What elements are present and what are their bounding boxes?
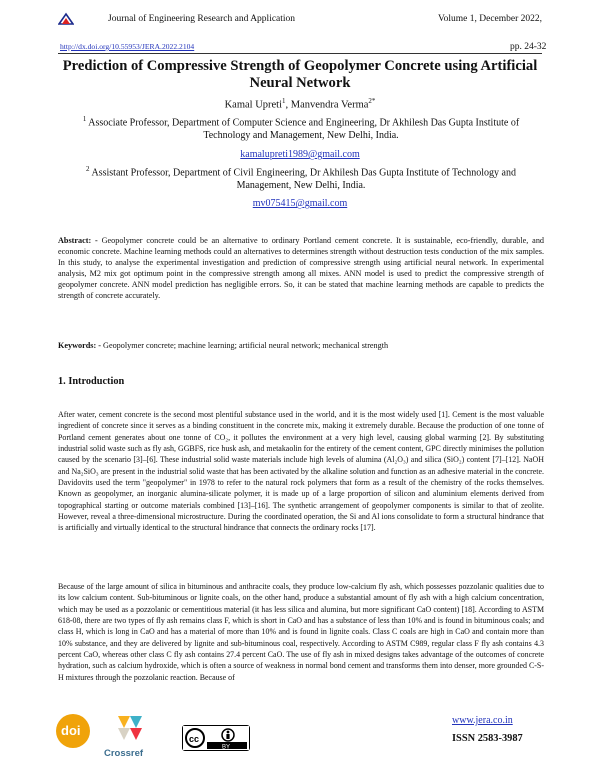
author-1-sup: 1: [282, 97, 286, 105]
email-2: [60, 198, 540, 209]
abstract-text: Geopolymer concrete could be an alternative to ordinary Portland cement concrete. It is sustainable, eco-friendly, durable, and economic concrete. Machine learning methods could an alternatives to determines strength without destruction tests conduction of the mix samples. In this study, to analyse the experimental investigation and prediction of compressive strength using artificial neural network. In experimental analysis, M2 mix got optimum point in the compressive strength among all mixes. ANN model is used to predict the compressive strength of geopolymer concrete. ANN model prediction has negligible errors. So, it can be stated that machine learning methods are capable to predicts the strength of concrete accurately.: [58, 236, 545, 301]
paper-title: Prediction of Compressive Strength of Geopolymer Concrete using Artificial Neural Network: [62, 58, 538, 91]
affiliation-2-text: Assistant Professor, Department of Civil Engineering, Dr Akhilesh Das Gupta Institute of Technology and Management, New Delhi, India.: [91, 167, 516, 191]
keywords: [58, 341, 544, 350]
doi-logo: [56, 714, 90, 748]
issn: ISSN 2583-3987: [452, 733, 523, 744]
website-link[interactable]: www.jera.co.in: [452, 715, 513, 726]
paragraph-1: After water, cement concrete is the second most plentiful substance used in the world, and it is the most widely used [1]. Cement is the most valuable ingredient of concrete since it serves as a binding constituent in the concrete mix, making it extremely durable. Because the production of one tonne of Portland cement generates about one tonne of CO₂, it pollutes the environment at a very high level, causing global warming [2]. By substituting industrial solid waste such as fly ash, GGBFS, rice husk ash, and metakaolin for the entirety of the cement content, GPC directly minimises the pollution caused by the scenario [3]–[6]. These industrial solid waste materials include high levels of alumina (Al₂O₃) and silica (SiO₂) content [7]–[12]. NaOH and Na₂SiO₃ are present in the industrial solid waste that has been activated by the alkaline solution and function as an adhesive material in the concrete. Davidovits used the term "geopolymer" in 1978 to refer to the natural rock polymers that form as a result of the chemistry of the rocks themselves. Known as geopolymer, an inorganic alumina-silicate polymer, it is made up of a large proportion of silicon and aluminium elements derived from topographical starting or outcome materials combined [13]–[16]. The synthetic arrangement of geopolymer components is similar to that of zeolite. However, reveal a three-dimensional microstructure. During the coordinated operation, the Si and Al ions consolidate to form a structural hindrance that is artificially and virtually identical to the structural hindrance that connects the ordinary rocks [17].: [58, 410, 544, 533]
cc-icon: [183, 726, 249, 750]
affiliation-1: [64, 113, 538, 142]
volume-info: Volume 1, December 2022,: [438, 14, 543, 24]
affiliation-1-sup: 1: [82, 115, 87, 123]
affiliation-2-sup: 2: [86, 165, 90, 173]
keywords-text: Geopolymer concrete; machine learning; artificial neural network; mechanical strength: [103, 341, 389, 350]
email-1: [60, 149, 540, 160]
affiliation-2: [64, 163, 538, 192]
author-separator: ,: [285, 99, 291, 111]
abstract: [58, 235, 544, 302]
author-1: Kamal Upreti: [224, 99, 283, 111]
cc-license-badge: [182, 725, 250, 751]
doi-link[interactable]: http://dx.doi.org/10.55953/JERA.2022.2104: [60, 42, 195, 51]
journal-name: Journal of Engineering Research and Application: [108, 14, 296, 24]
section-title: Introduction: [68, 376, 125, 387]
cc-by-label: BY: [222, 744, 231, 750]
paragraph-2: Because of the large amount of silica in bituminous and anthracite coals, they produce low-calcium fly ash, which possesses pozzolanic qualities due to its low calcium content. Sub-bituminous or lignite coals, on the other hand, produce a substantial amount of fly ash with a high calcium concentration, which may be used as a pozzolanic or cementitious material (it has less silica and alumina, but more significant CaO content) [18]. According to ASTM 618-08, there are two types of fly ash remains class F, which is short in CaO and has a substance of less than 10% and is found in bituminous coals; and class H, which is long in CaO and has a material of more than 10% and is found in lignite coals. Class C coals are high in CaO and contain more than 10% substance, and they are delivered by lignite and sub-bituminous coal, respectively. According to ASTM C989, regular class F fly ash contains 4.3 percent CaO, whereas other class C fly ash contains 27.4 percent CaO. The use of fly ash in mixed designs takes advantage of the outcomes of concrete hydration, such as calcium hydroxide, which is often a source of weakness in normal bond cement and transforms them into denser, more grounded C-S-H mixtures through the pozzolanic reaction. Because of: [58, 582, 544, 682]
header-divider: [58, 53, 542, 54]
author-2: Manvendra Verma: [290, 99, 369, 111]
page-range: pp. 24-32: [510, 42, 547, 52]
email-2-link[interactable]: mv075415@gmail.com: [252, 198, 348, 209]
affiliation-1-text: Associate Professor, Department of Computer Science and Engineering, Dr Akhilesh Das Gupta Institute of Technology and Management, New Delhi, India.: [88, 117, 520, 141]
author-2-sup: 2*: [368, 97, 376, 105]
abstract-label: Abstract: -: [58, 236, 98, 245]
section-number: 1.: [58, 376, 66, 387]
email-1-link[interactable]: kamalupreti1989@gmail.com: [240, 149, 360, 160]
section-heading: [58, 376, 124, 387]
author-line: [60, 97, 540, 111]
doi-logo-text: doi: [61, 723, 81, 738]
journal-logo-icon: [58, 12, 74, 26]
crossref-label: Crossref: [104, 748, 144, 759]
keywords-label: Keywords: -: [58, 341, 101, 350]
svg-text:cc: cc: [189, 734, 200, 744]
crossref-logo-icon: [108, 712, 148, 752]
